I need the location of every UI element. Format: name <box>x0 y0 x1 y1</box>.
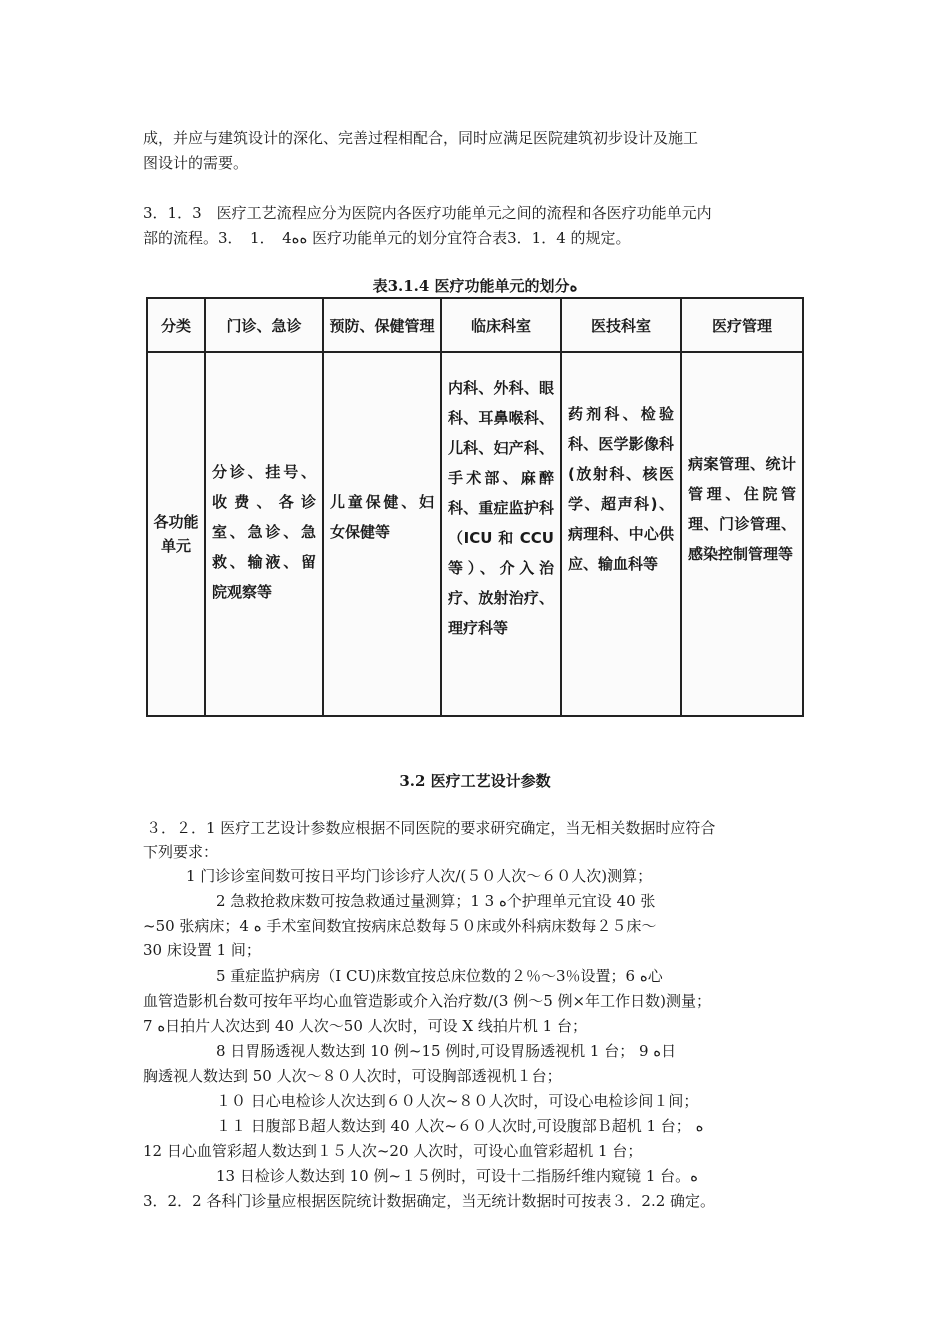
paragraph-line: 3．1．3 医疗工艺流程应分为医院内各医疗功能单元之间的流程和各医疗功能单元内 <box>143 204 712 222</box>
paragraph-line: 5 重症监护病房（I CU)床数宜按总床位数的２％～3％设置；6 ﻩ心 <box>216 967 663 985</box>
table-header-row <box>147 298 803 352</box>
paragraph-line: 部的流程。3． 1． 4ﻩﻩ 医疗功能单元的划分宜符合表3．1．4 的规定。 <box>143 229 631 247</box>
paragraph-line: 7 ﻩ日拍片人次达到 40 人次～50 人次时，可设 X 线拍片机 1 台； <box>143 1017 587 1035</box>
cell-prevention: 儿童保健、妇女保健等 <box>323 352 441 716</box>
header-management: 医疗管理 <box>681 298 803 352</box>
paragraph-line: 1 门诊诊室间数可按日平均门诊诊疗人次/(５０人次～６０人次)测算； <box>186 867 653 885</box>
paragraph-line: 图设计的需要。 <box>143 154 249 172</box>
paragraph-line: 3．2．2 各科门诊量应根据医院统计数据确定，当无统计数据时可按表３．2.2 确定。 <box>143 1192 716 1210</box>
paragraph-line: １１ 日腹部Ｂ超人数达到 40 人次~６０人次时,可设腹部Ｂ超机 1 台； ﻩ <box>216 1117 704 1135</box>
table-caption: 表3.1.4 医疗功能单元的划分ﻩ <box>372 277 578 295</box>
paragraph-line: 12 日心血管彩超人数达到１５人次~20 人次时，可设心血管彩超机 1 台； <box>143 1142 643 1160</box>
paragraph-line: ~50 张病床；4 ﻩ 手术室间数宜按病床总数每５０床或外科病床数每２５床～ <box>143 917 657 935</box>
cell-medtech: 药剂科、检验科、医学影像科(放射科、核医学、超声科)、病理科、中心供应、输血科等 <box>561 352 681 716</box>
cell-management: 病案管理、统计管理、住院管理、门诊管理、感染控制管理等 <box>681 352 803 716</box>
header-clinical: 临床科室 <box>441 298 561 352</box>
paragraph-line: 30 床设置 1 间； <box>143 941 261 959</box>
paragraph-line: ３．２．1 医疗工艺设计参数应根据不同医院的要求研究确定，当无相关数据时应符合 <box>146 819 716 837</box>
cell-clinical: 内科、外科、眼科、耳鼻喉科、儿科、妇产科、手术部、麻醉科、重症监护科（ICU 和 CCU 等）、介入治疗、放射治疗、理疗科等 <box>441 352 561 716</box>
function-unit-table <box>146 297 804 717</box>
header-outpatient: 门诊、急诊 <box>205 298 323 352</box>
header-prevention: 预防、保健管理 <box>323 298 441 352</box>
paragraph-line: 2 急救抢救床数可按急救通过量测算；1 3 ﻩ个护理单元宜设 40 张 <box>216 892 656 910</box>
paragraph-line: 血管造影机台数可按年平均心血管造影或介入治疗数/(3 例～5 例×年工作日数)测量； <box>143 992 711 1010</box>
paragraph-line: 8 日胃肠透视人数达到 10 例~15 例时,可设胃肠透视机 1 台； 9 ﻩ日 <box>216 1042 677 1060</box>
row-label: 各功能单元 <box>147 352 205 716</box>
header-category: 分类 <box>147 298 205 352</box>
table-row <box>147 352 803 716</box>
paragraph-line: １０ 日心电检诊人次达到６０人次~８０人次时，可设心电检诊间１间； <box>216 1092 699 1110</box>
paragraph-line: 成，并应与建筑设计的深化、完善过程相配合，同时应满足医院建筑初步设计及施工 <box>143 129 699 147</box>
section-heading: 3.2 医疗工艺设计参数 <box>399 772 551 790</box>
header-medtech: 医技科室 <box>561 298 681 352</box>
paragraph-line: 胸透视人数达到 50 人次～８０人次时，可设胸部透视机１台； <box>143 1067 562 1085</box>
paragraph-line: 13 日检诊人数达到 10 例~１５例时，可设十二指肠纤维内窥镜 1 台。ﻩ <box>216 1167 698 1185</box>
cell-outpatient: 分诊、挂号、收费、各诊室、急诊、急救、输液、留院观察等 <box>205 352 323 716</box>
paragraph-line: 下列要求： <box>143 843 219 861</box>
